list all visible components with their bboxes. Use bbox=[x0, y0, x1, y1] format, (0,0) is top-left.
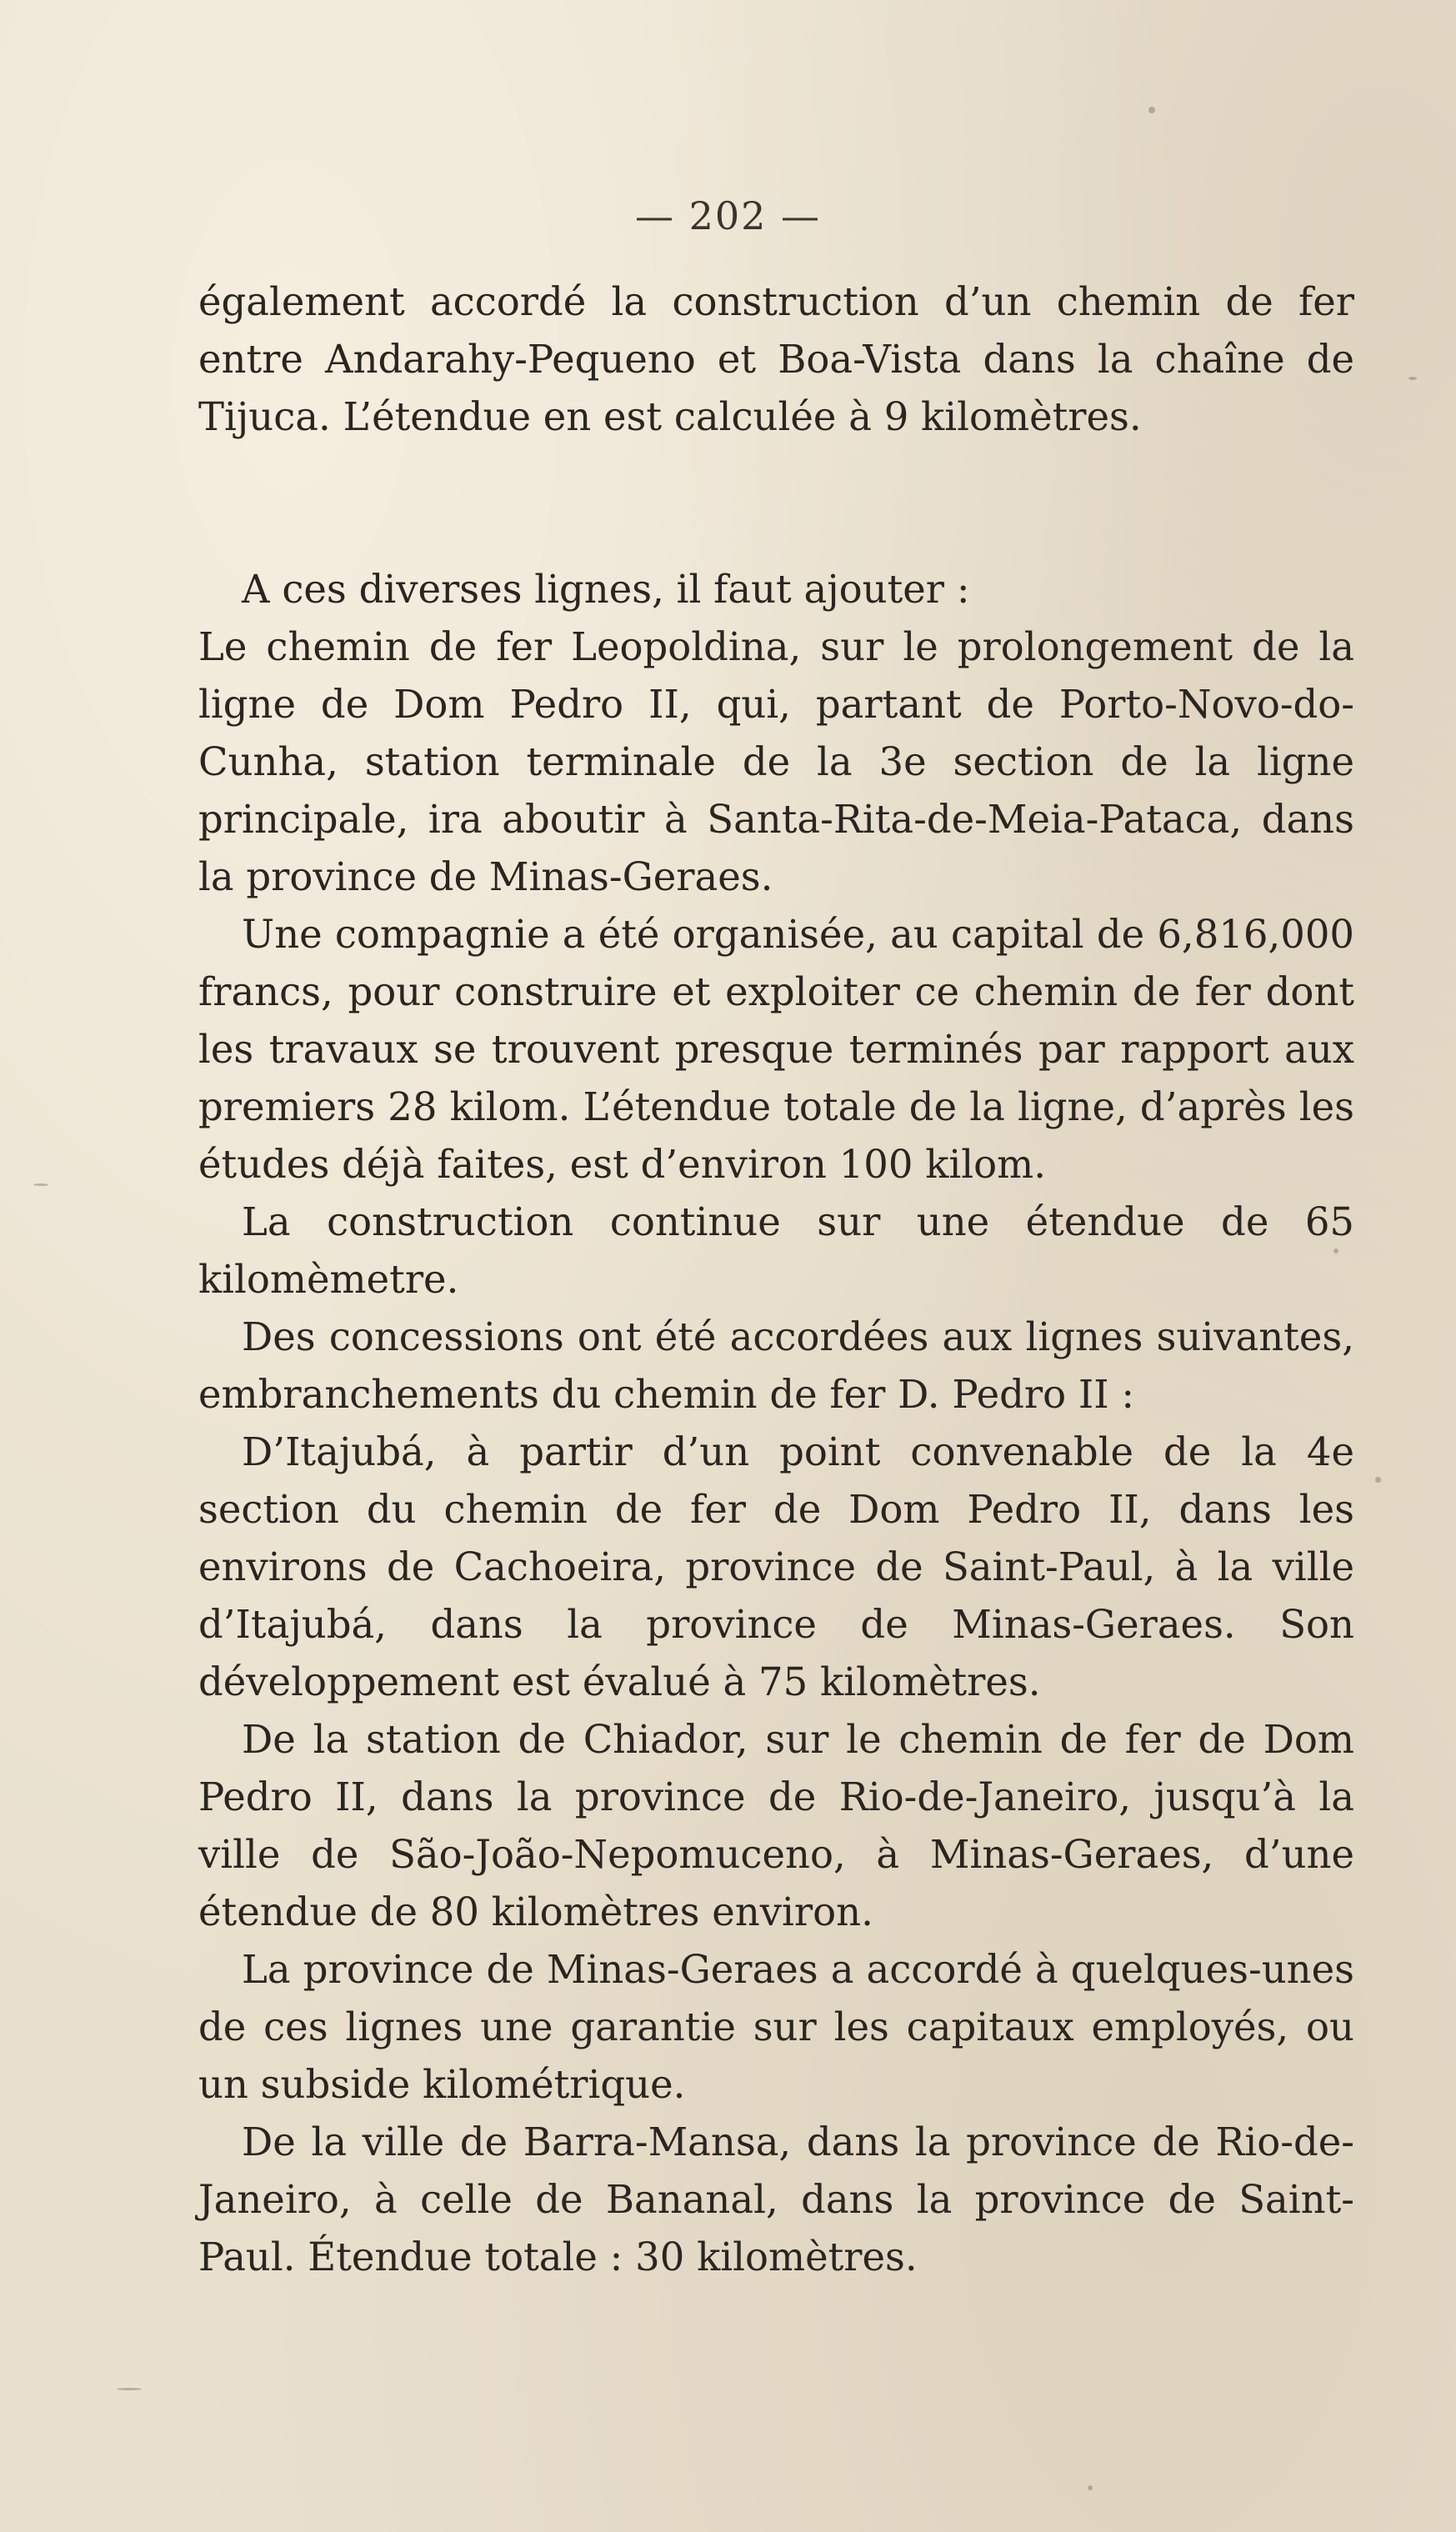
paper-speck bbox=[1375, 1477, 1381, 1483]
paragraph-company: Une compagnie a été organisée, au capital de 6,816,000 francs, pour construire et exploiter ce chemin de fer dont les travaux se trouvent presque terminés par rapport aux premiers 28 kilom. L’étendue totale de la ligne, d’après les études déjà faites, est d’environ 100 kilom. bbox=[198, 912, 1354, 1187]
paper-speck bbox=[117, 2388, 142, 2390]
body-text bbox=[198, 273, 1354, 2286]
paragraph-leopoldina: Le chemin de fer Leopoldina, sur le prolongement de la ligne de Dom Pedro II, qui, partant de Porto-Novo-do-Cunha, station terminale de la 3e section de la ligne principale, ira aboutir à Santa-Rita-de-Meia-Pataca, dans la province de Minas-Geraes. bbox=[198, 624, 1354, 899]
paragraph-itajuba: D’Itajubá, à partir d’un point convenable de la 4e section du chemin de fer de Dom Pedro II, dans les environs de Cachoeira, province de Saint-Paul, à la ville d’Itajubá, dans la province de Minas-Geraes. Son développement est évalué à 75 kilomètres. bbox=[198, 1429, 1354, 1704]
page-number: — 202 — bbox=[634, 193, 822, 238]
paragraph-continuation: également accordé la construction d’un chemin de fer entre Andarahy-Pequeno et Boa-Vista dans la chaîne de Tijuca. L’étendue en est calculée à 9 kilomètres. bbox=[198, 279, 1354, 439]
paper-speck bbox=[1333, 1248, 1338, 1253]
paper-speck bbox=[33, 1183, 48, 1186]
paragraph-barra-mansa: De la ville de Barra-Mansa, dans la province de Rio-de-Janeiro, à celle de Bananal, dans la province de Saint-Paul. Étendue totale : 30 kilomètres. bbox=[198, 2119, 1354, 2279]
paper-speck bbox=[1088, 2485, 1093, 2490]
paragraph-chiador: De la station de Chiador, sur le chemin de fer de Dom Pedro II, dans la province de Rio-de-Janeiro, jusqu’à la ville de São-João-Nepomuceno, à Minas-Geraes, d’une étendue de 80 kilomètres environ. bbox=[198, 1717, 1354, 1934]
paragraph-intro-lines: A ces diverses lignes, il faut ajouter : bbox=[242, 567, 970, 612]
paper-speck bbox=[1408, 377, 1417, 380]
paper-speck bbox=[1148, 107, 1155, 113]
paragraph-concessions: Des concessions ont été accordées aux lignes suivantes, embranchements du chemin de fer D. Pedro II : bbox=[198, 1314, 1354, 1417]
paragraph-minas-geraes: La province de Minas-Geraes a accordé à quelques-unes de ces lignes une garantie sur les capitaux employés, ou un subside kilométrique. bbox=[198, 1947, 1354, 2107]
paragraph-construction: La construction continue sur une étendue de 65 kilomèmetre. bbox=[198, 1199, 1354, 1302]
